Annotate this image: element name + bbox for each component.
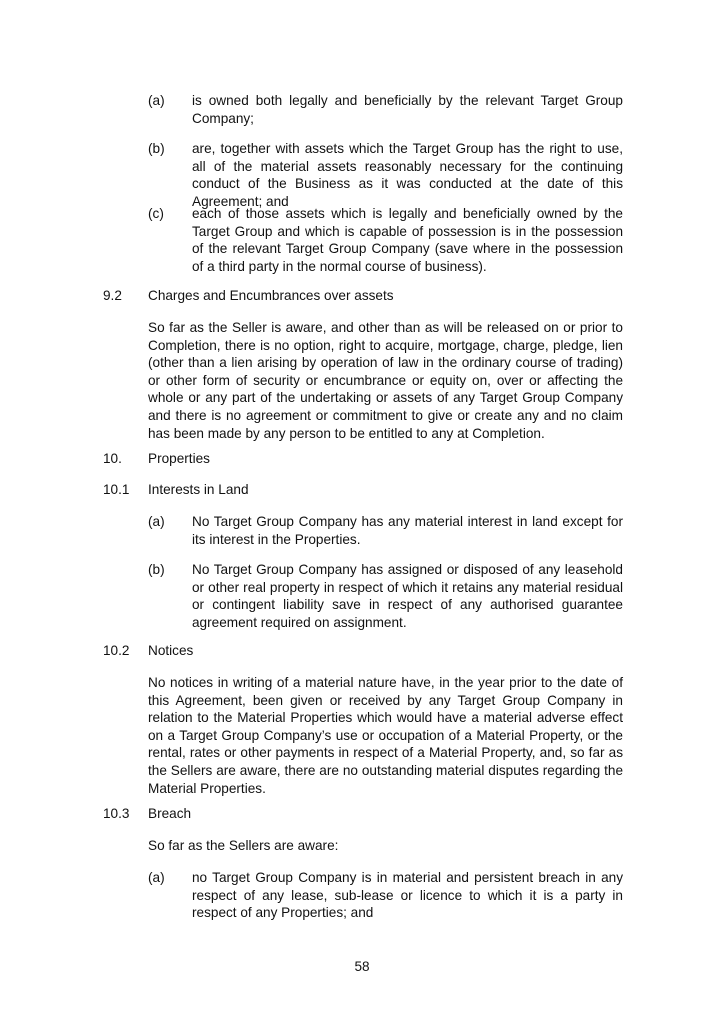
list-item-text: No Target Group Company has assigned or disposed of any leasehold or other real property in respect of which it retains any material residual or contingent liability save in respect of any authorised guarantee agreement required on assignment. — [192, 562, 623, 630]
list-item-text: no Target Group Company is in material and persistent breach in any respect of any lease, sub-lease or licence to which it is a party in respect of any Properties; and — [192, 870, 623, 921]
section-heading: Charges and Encumbrances over assets — [148, 288, 394, 303]
section-number: 10.3 — [103, 806, 130, 821]
list-label: (b) — [148, 562, 165, 577]
list-label: (a) — [148, 93, 165, 108]
section-heading: Breach — [148, 806, 192, 821]
list-label: (b) — [148, 141, 165, 156]
section-heading: Properties — [148, 451, 210, 466]
section-heading: Notices — [148, 643, 194, 658]
list-label: (a) — [148, 514, 165, 529]
list-item-text: No Target Group Company has any material interest in land except for its interest in the Properties. — [192, 514, 623, 547]
list-item-text: is owned both legally and beneficially by the relevant Target Group Company; — [192, 93, 623, 126]
section-paragraph: So far as the Seller is aware, and other than as will be released on or prior to Completion, there is no option, right to acquire, mortgage, charge, pledge, lien (other than a lien arising by operation of law in the ordinary course of trading) or other form of security or encumbrance or equity on, over or affecting the whole or any part of the undertaking or assets of any Target Group Company and there is no agreement or commitment to give or create any and no claim has been made by any person to be entitled to any at Completion. — [148, 320, 623, 441]
section-number: 10.2 — [103, 643, 130, 658]
section-number: 10.1 — [103, 482, 130, 497]
section-paragraph: So far as the Sellers are aware: — [148, 838, 339, 853]
section-number: 9.2 — [103, 288, 122, 303]
list-label: (c) — [148, 206, 164, 221]
section-paragraph: No notices in writing of a material nature have, in the year prior to the date of this Agreement, been given or received by any Target Group Company in relation to the Material Properties which would have a material adverse effect on a Target Group Company’s use or occupation of a Material Property, or the rental, rates or other payments in respect of a Material Property, and, so far as the Sellers are aware, there are no outstanding material disputes regarding the Material Properties. — [148, 675, 623, 796]
section-number: 10. — [103, 451, 122, 466]
list-item-text: are, together with assets which the Target Group has the right to use, all of the material assets reasonably necessary for the continuing conduct of the Business as it was conducted at the date of this Agreement; and — [192, 141, 623, 209]
list-label: (a) — [148, 870, 165, 885]
section-heading: Interests in Land — [148, 482, 249, 497]
page-number: 58 — [354, 959, 370, 974]
list-item-text: each of those assets which is legally and beneficially owned by the Target Group and which is capable of possession is in the possession of the relevant Target Group Company (save where in the possession of a third party in the normal course of business). — [192, 206, 623, 274]
